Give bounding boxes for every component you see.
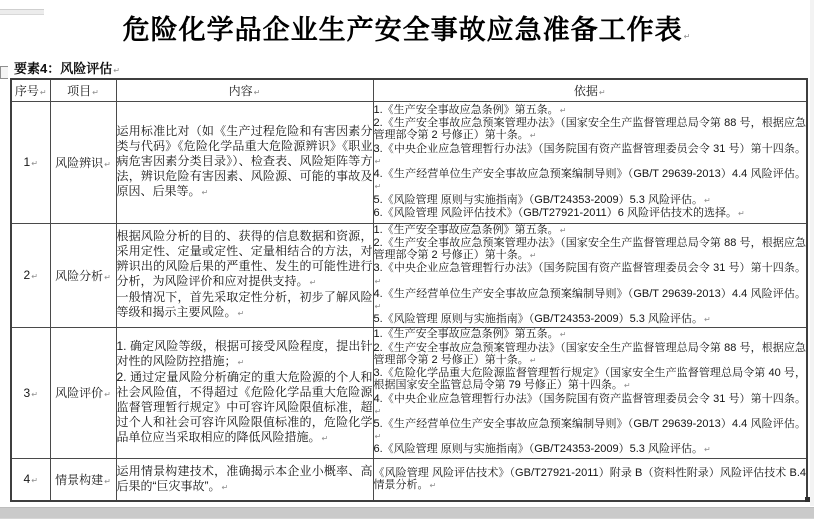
paragraph-mark: ↵ — [201, 188, 209, 197]
header-cell-content[interactable]: 内容↵ — [116, 79, 373, 101]
paragraph-mark: ↵ — [683, 32, 692, 41]
page-right-edge — [810, 0, 814, 506]
row-number-cell[interactable]: 2↵ — [11, 223, 50, 327]
paragraph-mark: ↵ — [31, 476, 38, 486]
paragraph: 1. 确定风险等级，根据可接受风险程度，提出针对性的风险防控措施；↵ — [116, 339, 373, 368]
paragraph: 2.《生产安全事故应急预案管理办法》（国家安全生产监督管理总局令第 88 号，根据应急管理部令第 2 号修正）第十条。↵ — [373, 117, 806, 142]
paragraph-mark: ↵ — [253, 87, 261, 97]
paragraph-mark: ↵ — [623, 381, 631, 391]
paragraph-mark: ↵ — [221, 482, 229, 492]
row-number-cell[interactable]: 3↵ — [11, 327, 50, 458]
paragraph: 4.《中央企业应急管理暂行办法》（国务院国有资产监督管理委员会令 31 号）第十四条。↵ — [373, 392, 806, 416]
paragraph: 4.《生产经营单位生产安全事故应急预案编制导则》（GB/T 29639-2013）4.4 风险评估。↵ — [373, 168, 806, 192]
paragraph-mark: ↵ — [104, 272, 111, 282]
paragraph-mark: ↵ — [237, 358, 245, 367]
paragraph: 2.《生产安全事故应急预案管理办法》（国家安全生产监督管理总局令第 88 号，根据应急管理部令第 2 号修正）第十条。↵ — [373, 341, 806, 366]
table-row — [11, 458, 807, 501]
header-cell-no[interactable]: 序号↵ — [11, 79, 50, 101]
paragraph: 根据风险分析的目的、获得的信息数据和资源，采用定性、定量或定性、定量相结合的方法，对辨识出的风险后果的严重性、发生的可能性进行分析，为风险评价和应对提供支持。↵ — [116, 229, 373, 288]
paragraph-mark: ↵ — [374, 406, 382, 416]
paragraph: 5.《风险管理 原则与实施指南》（GB/T24353-2009）5.3 风险评估。↵ — [373, 313, 711, 326]
item-name-cell[interactable]: 情景构建↵ — [50, 458, 116, 501]
table-header-row — [11, 79, 807, 101]
paragraph-mark: ↵ — [104, 390, 111, 399]
paragraph-mark: ↵ — [374, 432, 382, 442]
paragraph: 2. 通过定量风险分析确定的重大危险源的个人和社会风险值，不得超过《危险化学品重大危险源监督管理暂行规定》中可容许风险限值标准，超过个人和社会可容许风险限值标准的，危险化学品单位应当采取相应的降低风险措施。↵ — [116, 370, 373, 444]
paragraph-mark: ↵ — [374, 156, 382, 166]
paragraph-mark: ↵ — [374, 301, 382, 311]
paragraph-mark: ↵ — [374, 182, 382, 192]
row-number-cell[interactable]: 1↵ — [11, 101, 50, 223]
paragraph: 1.《生产安全事故应急条例》第五条。↵ — [373, 328, 567, 341]
paragraph-mark: ↵ — [31, 389, 38, 399]
table-resize-handle[interactable] — [805, 497, 810, 502]
paragraph-mark: ↵ — [559, 225, 567, 235]
paragraph: 运用标准比对（如《生产过程危险和有害因素分类与代码》《危险化学品重大危险源辨识》《职业病危害因素分类目录》）、检查表、风险矩阵等方法，辨识危险有害因素、风险源、可能的事故及原因、后果等。↵ — [116, 124, 373, 198]
paragraph-mark: ↵ — [703, 195, 711, 205]
paragraph: 1.《生产安全事故应急条例》第五条。↵ — [373, 223, 567, 236]
paragraph-mark: ↵ — [31, 272, 38, 281]
content-cell[interactable] — [116, 458, 373, 501]
item-name-cell[interactable]: 风险辨识↵ — [50, 101, 116, 223]
paragraph: 《风险管理 风险评估技术》（GB/T27921-2011）附录 B（资料性附录）风险评估技术 B.4 情景分析。↵ — [373, 466, 806, 491]
paragraph-mark: ↵ — [559, 330, 567, 340]
paragraph: 2.《生产安全事故应急预案管理办法》（国家安全生产监督管理总局令第 88 号，根据应急管理部令第 2 号修正）第十条。↵ — [373, 236, 806, 262]
table-row — [11, 101, 807, 223]
header-cell-item[interactable]: 项目↵ — [50, 79, 116, 101]
basis-cell[interactable] — [373, 223, 807, 327]
page-bottom-edge — [0, 507, 814, 519]
page-title[interactable]: 危险化学品企业生产安全事故应急准备工作表↵ — [122, 15, 692, 45]
paragraph: 3.《危险化学品重大危险源监督管理暂行规定》（国家安全生产监督管理总局令第 40 号，根据国家安全监管总局令第 79 号修正）第十四条。↵ — [373, 367, 806, 392]
paragraph: 4.《生产经营单位生产安全事故应急预案编制导则》（GB/T 29639-2013）4.4 风险评估。↵ — [373, 287, 806, 311]
table-row — [11, 223, 807, 327]
header-cell-basis[interactable]: 依据↵ — [373, 79, 807, 101]
paragraph-mark: ↵ — [559, 106, 567, 116]
paragraph: 1.《生产安全事故应急条例》第五条。↵ — [373, 104, 567, 117]
content-cell[interactable] — [116, 101, 373, 223]
paragraph-mark: ↵ — [737, 208, 745, 218]
paragraph: 运用情景构建技术，准确揭示本企业小概率、高后果的“巨灾事故”。↵ — [116, 463, 373, 493]
paragraph-mark: ↵ — [529, 131, 537, 141]
paragraph: 6.《风险管理 风险评估技术》（GB/T27921-2011）6 风险评估技术的选择。↵ — [373, 206, 745, 219]
paragraph-mark: ↵ — [92, 87, 99, 97]
paragraph-mark: ↵ — [104, 159, 111, 169]
paragraph-mark: ↵ — [703, 445, 711, 455]
basis-cell[interactable] — [373, 101, 807, 223]
paragraph: 5.《风险管理 原则与实施指南》（GB/T24353-2009）5.3 风险评估。↵ — [373, 193, 711, 206]
paragraph-mark: ↵ — [321, 434, 329, 443]
basis-cell[interactable] — [373, 458, 807, 501]
paragraph-mark: ↵ — [237, 309, 245, 318]
row-number-cell[interactable]: 4↵ — [11, 458, 50, 501]
paragraph-mark: ↵ — [529, 355, 537, 365]
paragraph: 6.《风险管理 原则与实施指南》（GB/T24353-2009）5.3 风险评估。↵ — [373, 443, 711, 456]
paragraph: 3.《中央企业应急管理暂行办法》（国务院国有资产监督管理委员会令 31 号）第十四条。↵ — [373, 262, 806, 286]
content-cell[interactable] — [116, 223, 373, 327]
section-label[interactable]: 要素4：风险评估↵ — [14, 61, 120, 76]
paragraph: 5.《生产经营单位生产安全事故应急预案编制导则》（GB/T 29639-2013）4.4 风险评估。↵ — [373, 417, 806, 442]
table-row — [11, 327, 807, 458]
paragraph-mark: ↵ — [429, 480, 437, 490]
worksheet-table — [10, 78, 808, 502]
paragraph-mark: ↵ — [598, 87, 606, 97]
paragraph-mark: ↵ — [309, 278, 317, 287]
paragraph: 一般情况下，首先采取定性分析，初步了解风险等级和揭示主要风险。↵ — [116, 290, 373, 319]
basis-cell[interactable] — [373, 327, 807, 458]
paragraph-mark: ↵ — [374, 276, 382, 286]
paragraph: 3.《中央企业应急管理暂行办法》（国务院国有资产监督管理委员会令 31 号）第十四条。↵ — [373, 142, 806, 166]
paragraph-mark: ↵ — [104, 476, 111, 486]
paragraph-mark: ↵ — [31, 159, 38, 168]
item-name-cell[interactable]: 风险分析↵ — [50, 223, 116, 327]
item-name-cell[interactable]: 风险评价↵ — [50, 327, 116, 458]
paragraph-mark: ↵ — [703, 315, 711, 325]
paragraph-mark: ↵ — [113, 66, 120, 75]
paragraph-mark: ↵ — [529, 251, 537, 261]
paragraph-mark: ↵ — [39, 87, 47, 97]
table-anchor-mark — [0, 66, 8, 79]
content-cell[interactable] — [116, 327, 373, 458]
